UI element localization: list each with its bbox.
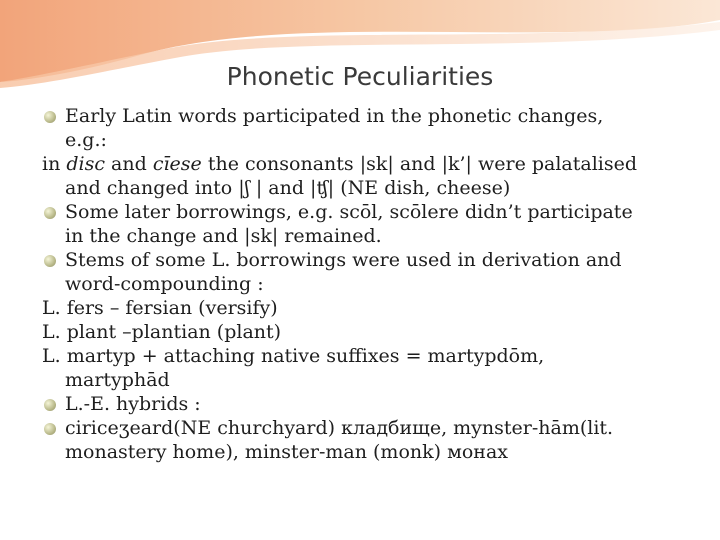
bullet-item: [42, 248, 692, 296]
text-line: e.g.:: [65, 129, 107, 151]
text-line: Some later borrowings, e.g. scōl, scōlere didn’t participate: [65, 201, 633, 223]
bullet-dot-icon: [44, 207, 56, 219]
bullet-item: [42, 392, 692, 416]
text-segment: and: [105, 153, 153, 175]
bullet-item: [42, 416, 692, 464]
plain-paragraph: [42, 152, 692, 200]
text-segment: in: [42, 153, 67, 175]
text-line: ciriceʒeard(NE churchyard) кладбище, mynster-hām(lit.: [65, 417, 614, 439]
text-line: Stems of some L. borrowings were used in derivation and: [65, 249, 622, 271]
text-line: L. plant –plantian (plant): [42, 321, 282, 343]
plain-paragraph: [42, 344, 692, 392]
text-line: L.-E. hybrids :: [65, 393, 201, 415]
text-line: martyphād: [65, 369, 170, 391]
bullet-dot-icon: [44, 111, 56, 123]
slide-title: Phonetic Peculiarities: [226, 62, 494, 91]
text-line: [42, 152, 692, 176]
bullet-dot-icon: [44, 255, 56, 267]
italic-term: cīese: [152, 153, 202, 175]
text-line: and changed into |ʃ | and |ʧ| (NE dish, cheese): [65, 177, 511, 199]
bullet-item: [42, 104, 692, 152]
bullet-item: [42, 200, 692, 248]
bullet-dot-icon: [44, 423, 56, 435]
text-line: monastery home), minster-man (monk) монах: [65, 441, 509, 463]
text-line: word-compounding :: [65, 273, 264, 295]
italic-term: disc: [66, 153, 105, 175]
slide-content: [42, 104, 692, 464]
plain-paragraph: [42, 296, 692, 320]
bullet-dot-icon: [44, 399, 56, 411]
text-line: in the change and |sk| remained.: [65, 225, 382, 247]
text-segment: the consonants |sk| and |k’| were palatalised: [201, 153, 638, 175]
text-line: L. martyp + attaching native suffixes = martypdōm,: [42, 345, 545, 367]
text-line: L. fers – fersian (versify): [42, 297, 278, 319]
text-line: Early Latin words participated in the phonetic changes,: [65, 105, 604, 127]
plain-paragraph: [42, 320, 692, 344]
